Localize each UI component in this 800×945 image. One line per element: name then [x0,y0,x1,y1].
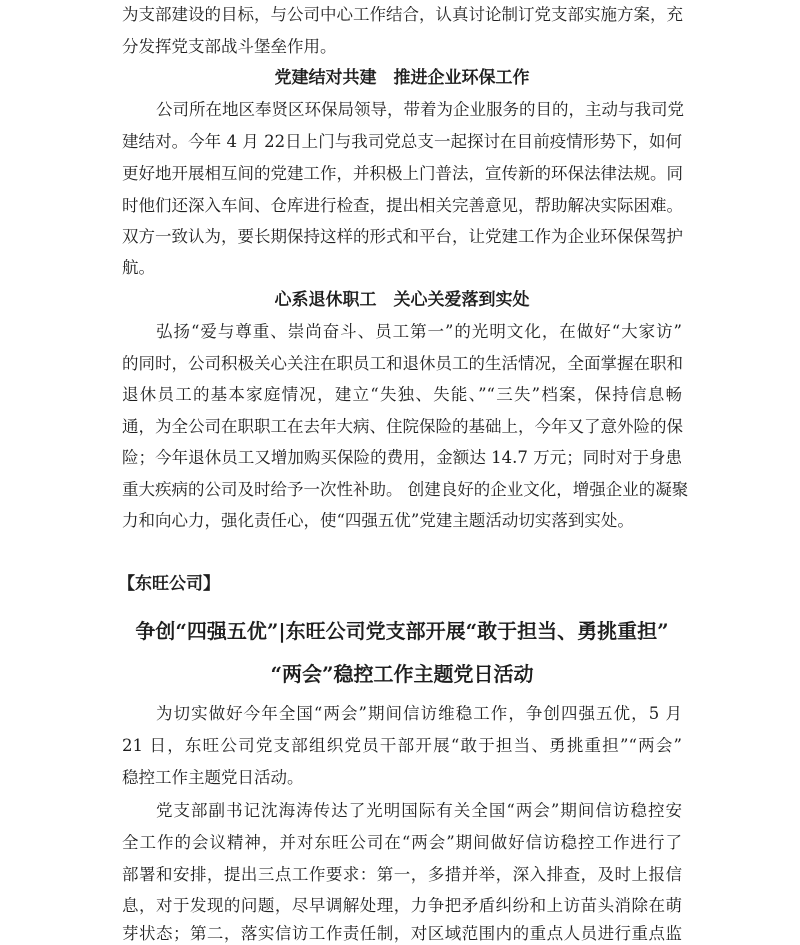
section-heading: 心系退休职工 关心关爱落到实处 [274,290,530,310]
paragraph-line: 的同时，公司积极关心关注在职员工和退休员工的生活情况，全面掌握在职和 [122,354,683,373]
paragraph-line: 力和向心力，强化责任心，使“四强五优”党建主题活动切实落到实处。 [122,511,634,530]
paragraph-line: 时他们还深入车间、仓库进行检查，提出相关完善意见，帮助解决实际困难。 [122,196,683,215]
paragraph-line: 公司所在地区奉贤区环保局领导，带着为企业服务的目的，主动与我司党 [156,100,684,119]
section-heading: 党建结对共建 推进企业环保工作 [274,68,530,88]
paragraph-line: 全工作的会议精神，并对东旺公司在“两会”期间做好信访稳控工作进行了 [122,833,682,852]
paragraph-line: 弘扬“爱与尊重、崇尚奋斗、员工第一”的光明文化，在做好“大家访” [156,322,682,341]
company-label: 【东旺公司】 [118,574,220,594]
paragraph-line: 重大疾病的公司及时给予一次性补助。 创建良好的企业文化，增强企业的凝聚 [122,480,689,499]
paragraph-line: 双方一致认为，要长期保持这样的形式和平台，让党建工作为企业环保保驾护 [122,227,683,246]
paragraph-line: 分发挥党支部战斗堡垒作用。 [122,37,337,56]
paragraph-line: 21 日，东旺公司党支部组织党员干部开展“敢于担当、勇挑重担”“两会” [122,736,682,755]
paragraph-line: 建结对。今年 4 月 22日上门与我司党总支一起探讨在目前疫情形势下，如何 [122,132,682,151]
paragraph-line: 航。 [122,258,155,277]
paragraph-line: 芽状态；第二，落实信访工作责任制，对区域范围内的重点人员进行重点监 [122,924,682,943]
paragraph-line: 息，对于发现的问题，尽早调解处理，力争把矛盾纠纷和上访苗头消除在萌 [122,896,682,915]
paragraph-line: 部署和安排，提出三点工作要求：第一，多措并举，深入排查，及时上报信 [122,865,682,884]
paragraph-line: 为支部建设的目标，与公司中心工作结合，认真讨论制订党支部实施方案，充 [122,5,683,24]
paragraph-line: 更好地开展相互间的党建工作，并积极上门普法，宣传新的环保法律法规。同 [122,164,683,183]
paragraph-line: 通，为全公司在职职工在去年大病、住院保险的基础上，今年又了意外险的保 [122,417,683,436]
paragraph-line: 退休员工的基本家庭情况，建立“失独、失能、”“三失”档案，保持信息畅 [122,385,682,404]
article-title: 争创“四强五优”|东旺公司党支部开展“敢于担当、勇挑重担” [135,619,669,643]
article-title-continued: “两会”稳控工作主题党日活动 [270,662,534,686]
paragraph-line: 为切实做好今年全国“两会”期间信访维稳工作，争创四强五优，5 月 [156,704,682,723]
paragraph-line: 险；今年退休员工又增加购买保险的费用，金额达 14.7 万元；同时对于身患 [122,448,682,467]
paragraph-line: 党支部副书记沈海涛传达了光明国际有关全国“两会”期间信访稳控安 [156,801,682,820]
paragraph-line: 稳控工作主题党日活动。 [122,768,304,787]
